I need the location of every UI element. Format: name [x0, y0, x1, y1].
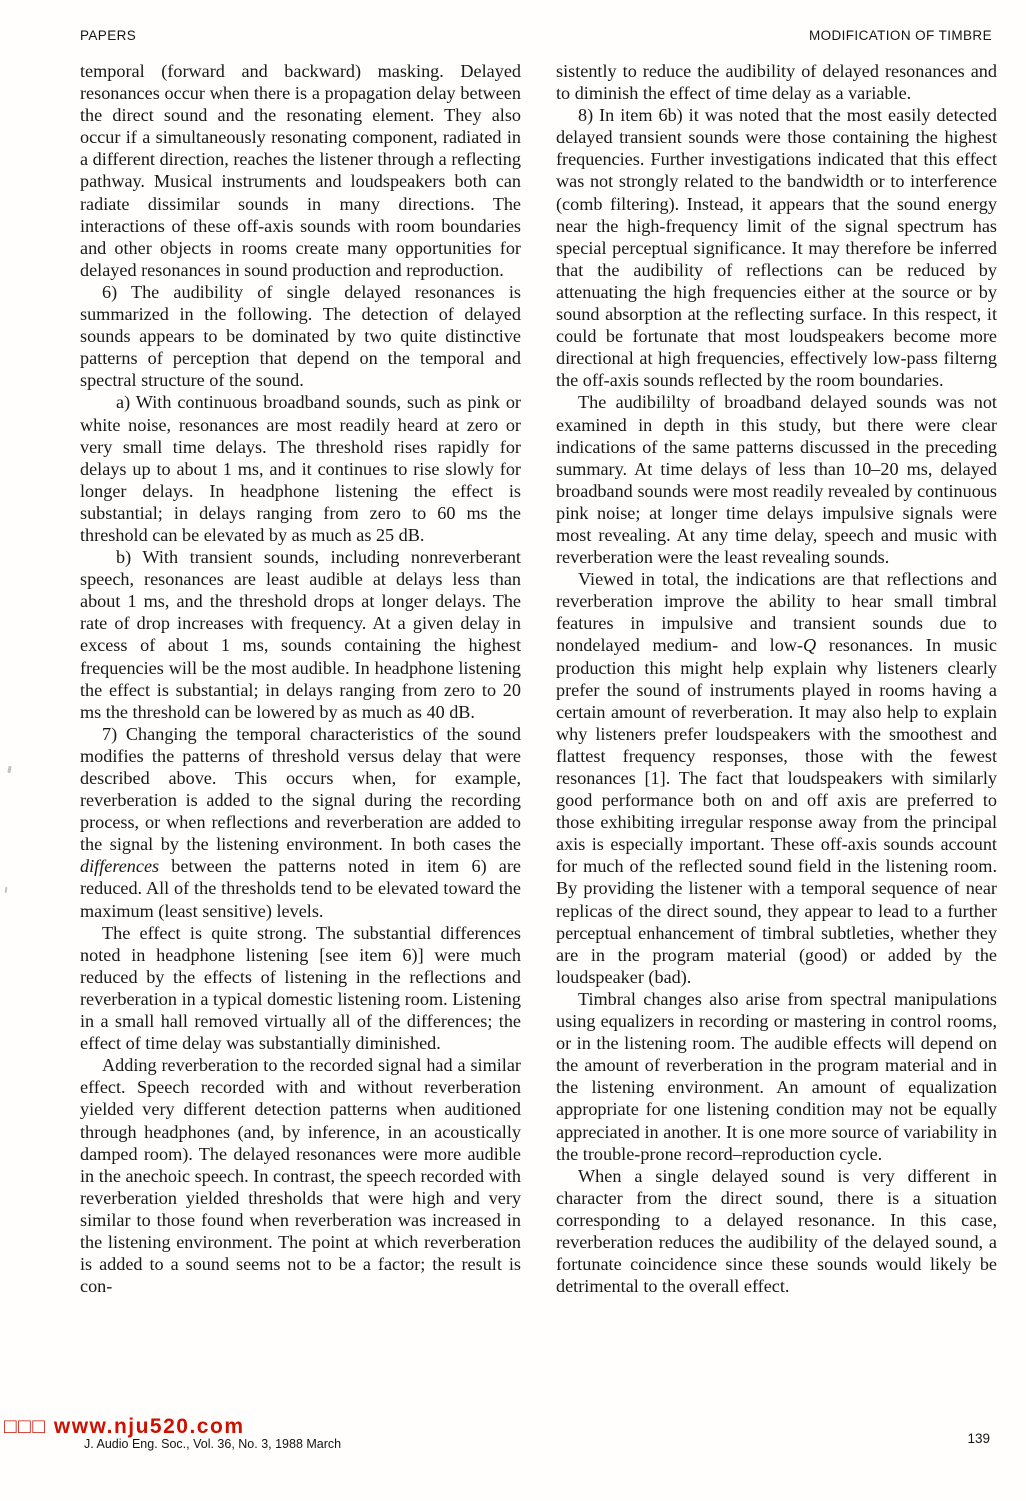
running-head-left: PAPERS — [80, 28, 137, 43]
paragraph: Timbral changes also arise from spectral manipulations using equalizers in recording or mastering in control rooms, or in the listening room. The audible effects will depend on the amount of reverberation in the program material and in the listening environment. An amount of equalization appropriate for one listening condition may not be equally appreciated in another. It is one more source of variability in the trouble-prone record–reproduction cycle. — [556, 988, 997, 1164]
page-number: 139 — [967, 1431, 990, 1446]
paragraph: 8) In item 6b) it was noted that the most easily detected delayed transient sounds were those containing the highest frequencies. Further investigations indicated that this effect was not strongly related to the bandwidth or to interference (comb filtering). Instead, it appears that the sound energy near the high-frequency limit of the signal spectrum has special perceptual significance. It may therefore be inferred that the audibility of reflections can be reduced by attenuating the high frequencies either at the source or by sound absorption at the reflecting surface. In this respect, it could be fortunate that most loudspeakers become more directional at high frequencies, effectively low-pass filterng the off-axis sounds reflected by the room boundaries. — [556, 105, 997, 391]
scan-artifact — [5, 887, 8, 893]
paragraph: The effect is quite strong. The substantial differences noted in headphone listening [see item 6)] were much reduced by the effects of listening in the reflections and reverberation in a typical domestic listening room. Listening in a small hall removed virtually all of the differences; the effect of time delay was substantially diminished. — [80, 922, 521, 1054]
journal-citation: J. Audio Eng. Soc., Vol. 36, No. 3, 1988 March — [84, 1437, 342, 1451]
scan-artifact — [7, 766, 11, 773]
paragraph: sistently to reduce the audibility of delayed resonances and to diminish the effect of time delay as a variable. — [556, 61, 997, 104]
paragraph: b) With transient sounds, including nonreverberant speech, resonances are least audible at delays less than about 1 ms, and the threshold drops at longer delays. The rate of drop increases with frequency. At a given delay in excess of about 1 ms, sounds containing the highest frequencies will be the most audible. In headphone listening the effect is substantial; in delays ranging from zero to 20 ms the threshold can be lowered by as much as 40 dB. — [80, 547, 521, 722]
paragraph: 7) Changing the temporal characteristics of the sound modifies the patterns of threshold versus delay that were described above. This occurs when, for example, reverberation is added to the signal during the recording process, or when reflections and reverberation are added to the signal by the listening environment. In both cases the differences between the patterns noted in item 6) are reduced. All of the thresholds tend to be elevated toward the maximum (least sensitive) levels. — [80, 723, 521, 921]
left-column — [80, 60, 521, 1297]
paragraph: a) With continuous broadband sounds, such as pink or white noise, resonances are most readily heard at zero or very small time delays. The threshold rises rapidly for delays up to about 1 ms, and it continues to rise slowly for longer delays. In headphone listening the effect is substantial; in delays ranging from zero to 60 ms the threshold can be elevated by as much as 25 dB. — [80, 392, 521, 545]
watermark: □□□ www.nju520.com — [4, 1415, 245, 1438]
paragraph: Adding reverberation to the recorded signal had a similar effect. Speech recorded with and without reverberation yielded very different detection patterns when auditioned through headphones (and, by inference, in an acoustically damped room). The delayed resonances were more audible in the anechoic speech. In contrast, the speech recorded with reverberation yielded thresholds that were high and very similar to those found when reverberation was increased in the listening environment. The point at which reverberation is added to a sound seems not to be a factor; the result is con- — [80, 1055, 521, 1297]
right-column — [556, 60, 997, 1297]
page-header — [80, 28, 992, 43]
paragraph: temporal (forward and backward) masking. Delayed resonances occur when there is a propagation delay between the direct sound and the resonating element. They also occur if a simultaneously resonating component, radiated in a different direction, reaches the listener through a reflecting pathway. Musical instruments and loudspeakers both can radiate dissimilar sounds in many directions. The interactions of these off-axis sounds with room boundaries and other objects in rooms create many opportunities for delayed resonances in sound production and reproduction. — [80, 61, 521, 280]
paragraph: 6) The audibility of single delayed resonances is summarized in the following. The detection of delayed sounds appears to be dominated by two quite distinctive patterns of perception that depend on the temporal and spectral structure of the sound. — [80, 281, 521, 391]
running-head-right: MODIFICATION OF TIMBRE — [808, 28, 992, 43]
paragraph: Viewed in total, the indications are that reflections and reverberation improve the ability to hear small timbral features in impulsive and transient sounds due to nondelayed medium- and low-Q resonances. In music production this might help explain why listeners clearly prefer the sound of instruments played in rooms having a certain amount of reverberation. It may also help to explain why listeners prefer loudspeakers with the smoothest and flattest frequency responses, those with the fewest resonances [1]. The fact that loudspeakers with similarly good performance both on and off axis are preferred to those exhibiting irregular response away from the principal axis is especially important. These off-axis sounds account for much of the reflected sound field in the listening room. By providing the listener with a temporal sequence of near replicas of the direct sound, they appear to lead to a further perceptual enhancement of timbral subtleties, whether they are in the program material (good) or added by the loudspeaker (bad). — [556, 569, 997, 987]
paragraph: The audibililty of broadband delayed sounds was not examined in depth in this study, but there were clear indications of the same patterns discussed in the preceding summary. At time delays of less than 10–20 ms, delayed broadband sounds were most readily revealed by continuous pink noise; at longer time delays impulsive signals were most revealing. At any time delay, speech and music with reverberation were the least revealing sounds. — [556, 392, 997, 568]
paragraph: When a single delayed sound is very different in character from the direct sound, there is a situation corresponding to a delayed resonance. In this case, reverberation reduces the audibility of the delayed sound, a fortunate coincidence since these sounds would likely be detrimental to the overall effect. — [556, 1165, 997, 1297]
